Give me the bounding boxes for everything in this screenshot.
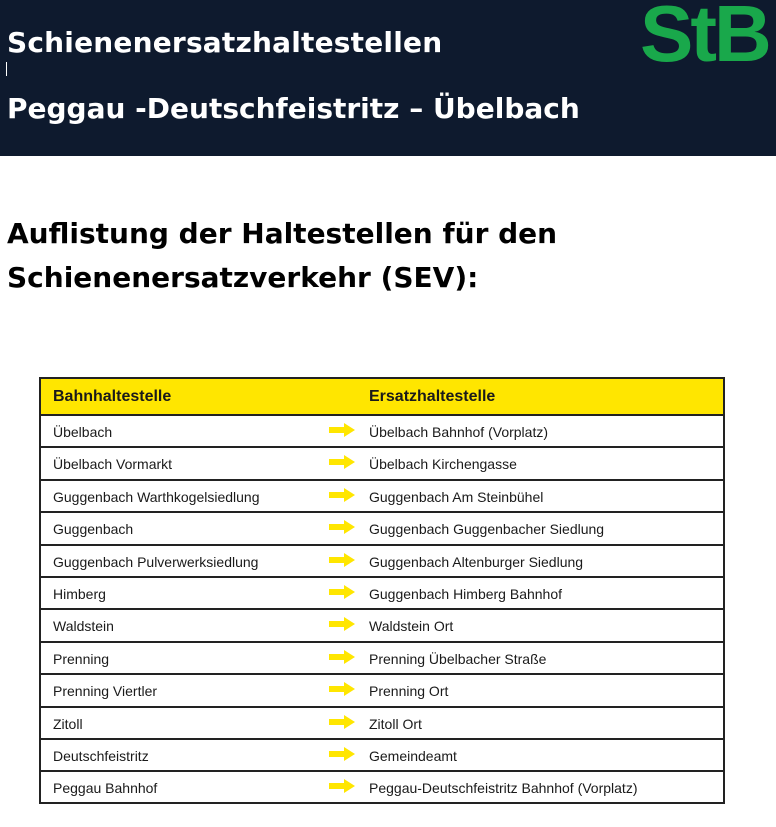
right-arrow-icon — [329, 779, 355, 793]
replacement-stop-name: Übelbach Kirchengasse — [369, 456, 517, 473]
right-arrow-icon — [329, 682, 355, 696]
header-banner — [0, 0, 776, 156]
right-arrow-icon — [329, 455, 355, 469]
table-row — [41, 544, 723, 576]
table-row — [41, 738, 723, 770]
stop-table — [39, 377, 725, 804]
table-row — [41, 576, 723, 608]
column-header-replacement: Ersatzhaltestelle — [369, 388, 496, 405]
station-name: Übelbach Vormarkt — [53, 456, 173, 473]
right-arrow-icon — [329, 715, 355, 729]
table-row — [41, 641, 723, 673]
route-title: Peggau -Deutschfeistritz – Übelbach — [7, 92, 580, 125]
replacement-stop-name: Guggenbach Himberg Bahnhof — [369, 586, 563, 602]
replacement-stop-name: Prenning Ort — [369, 683, 449, 700]
replacement-stop-name: Gemeindeamt — [369, 748, 457, 764]
table-header-row — [41, 379, 723, 414]
section-heading-line1: Auflistung der Haltestellen für den — [7, 217, 558, 250]
section-heading-line2: Schienenersatzverkehr (SEV): — [7, 261, 479, 294]
replacement-stop-name: Prenning Übelbacher Straße — [369, 650, 547, 667]
station-name: Übelbach — [53, 424, 113, 440]
right-arrow-icon — [329, 553, 355, 567]
replacement-stop-name: Guggenbach Altenburger Siedlung — [369, 553, 584, 570]
right-arrow-icon — [329, 520, 355, 534]
section-heading — [7, 212, 627, 300]
right-arrow-icon — [329, 585, 355, 599]
station-name: Zitoll — [53, 715, 83, 732]
station-name: Prenning — [53, 650, 110, 667]
right-arrow-icon — [329, 423, 355, 437]
station-name: Peggau Bahnhof — [53, 780, 158, 797]
station-name: Guggenbach — [53, 521, 134, 538]
page-title: Schienenersatzhaltestellen — [7, 26, 443, 59]
right-arrow-icon — [329, 747, 355, 761]
stb-logo: StB — [640, 0, 769, 78]
replacement-stop-name: Guggenbach Am Steinbühel — [369, 488, 544, 505]
replacement-stop-name: Guggenbach Guggenbacher Siedlung — [369, 521, 605, 538]
text-cursor — [6, 62, 7, 76]
table-row — [41, 479, 723, 511]
station-name: Waldstein — [53, 618, 114, 635]
table-row — [41, 414, 723, 446]
table-row — [41, 706, 723, 738]
station-name: Deutschfeistritz — [53, 748, 149, 764]
station-name: Prenning Viertler — [53, 683, 158, 700]
right-arrow-icon — [329, 617, 355, 631]
table-row — [41, 511, 723, 543]
replacement-stop-name: Waldstein Ort — [369, 618, 454, 635]
replacement-stop-name: Peggau-Deutschfeistritz Bahnhof (Vorplatz) — [369, 780, 638, 797]
right-arrow-icon — [329, 650, 355, 664]
replacement-stop-name: Zitoll Ort — [369, 715, 422, 732]
right-arrow-icon — [329, 488, 355, 502]
station-name: Guggenbach Warthkogelsiedlung — [53, 488, 260, 505]
station-name: Guggenbach Pulverwerksiedlung — [53, 553, 259, 570]
station-name: Himberg — [53, 586, 106, 602]
table-row — [41, 446, 723, 478]
table-row — [41, 673, 723, 705]
column-header-station: Bahnhaltestelle — [53, 388, 172, 405]
replacement-stop-name: Übelbach Bahnhof (Vorplatz) — [369, 424, 548, 440]
table-row — [41, 770, 723, 802]
table-row — [41, 608, 723, 640]
